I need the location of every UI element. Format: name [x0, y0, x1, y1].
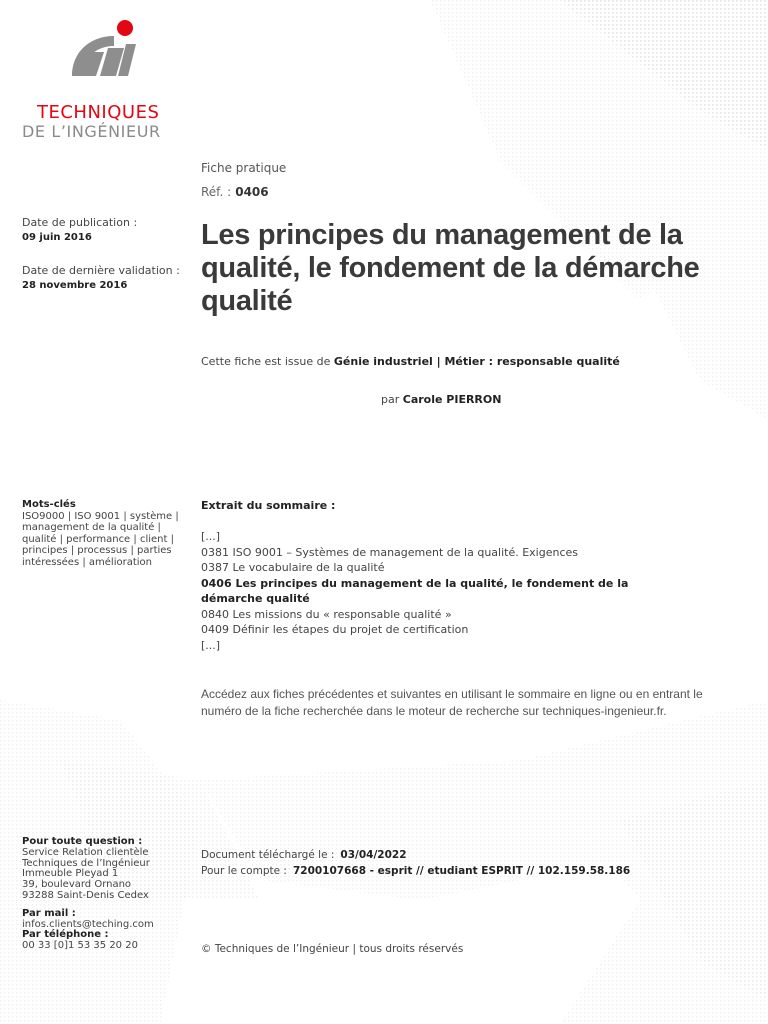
summary-item[interactable]: 0840 Les missions du « responsable qualité »: [201, 607, 452, 621]
contact-mail-link[interactable]: infos.clients@teching.com: [22, 918, 154, 930]
source-line: [201, 355, 620, 368]
copyright: © Techniques de l’Ingénieur | tous droits réservés: [201, 943, 464, 955]
summary-list: [201, 529, 671, 653]
contact-question-title: Pour toute question :: [22, 836, 143, 847]
contact-address-line: 93288 Saint-Denis Cedex: [22, 889, 149, 901]
author-prefix: par: [381, 393, 400, 406]
download-account-row: [201, 863, 630, 879]
contact-mail-title: Par mail :: [22, 907, 76, 919]
contact-address-line: Techniques de l’Ingénieur: [22, 857, 150, 869]
contact-phone-title: Par téléphone :: [22, 929, 109, 941]
document-title: Les principes du management de la qualité, le fondement de la démarche qualité: [201, 219, 700, 317]
summary-item[interactable]: 0381 ISO 9001 – Systèmes de management de la qualité. Exigences: [201, 545, 579, 559]
summary-item-current[interactable]: 0406 Les principes du management de la qualité, le fondement de la démarche qualité: [201, 576, 629, 605]
contact-address-line: Service Relation clientèle: [22, 846, 149, 858]
summary-item[interactable]: 0409 Définir les étapes du projet de certification: [201, 623, 469, 636]
contact-block: [22, 837, 197, 952]
download-account-label: Pour le compte :: [201, 865, 287, 877]
source-prefix: Cette fiche est issue de: [201, 355, 331, 368]
summary-item[interactable]: 0387 Le vocabulaire de la qualité: [201, 561, 385, 574]
ti-logo-icon: [66, 18, 146, 98]
keywords-text: ISO9000 | ISO 9001 | système | management de la qualité | qualité | performance | client | principes | processus | parties intéressées | amélioration: [22, 510, 179, 568]
contact-phone-value: 00 33 [0]1 53 35 20 20: [22, 940, 138, 952]
publication-date-value: 09 juin 2016: [22, 232, 92, 243]
reference-label: Réf. :: [201, 185, 232, 199]
validation-date-value: 28 novembre 2016: [22, 280, 128, 291]
download-account-value: 7200107668 - esprit // etudiant ESPRIT // 102.159.58.186: [292, 865, 631, 877]
reference: [201, 185, 269, 199]
publication-date-label: Date de publication :: [22, 216, 138, 229]
download-date-row: [201, 847, 630, 863]
source-value: Génie industriel | Métier : responsable qualité: [333, 355, 620, 368]
document-type: Fiche pratique: [201, 161, 287, 175]
author-name: Carole PIERRON: [402, 393, 502, 406]
validation-date-label: Date de dernière validation :: [22, 264, 180, 277]
keywords-title: Mots-clés: [22, 499, 76, 510]
brand-name-line2: DE L’INGÉNIEUR: [22, 122, 161, 141]
validation-date: [22, 264, 180, 291]
summary-ellipsis-end: [...]: [201, 638, 221, 652]
author-line: [381, 393, 501, 406]
contact-address-line: Immeuble Pleyad 1: [22, 868, 119, 880]
download-info: [201, 847, 630, 879]
reference-value: 0406: [235, 185, 269, 199]
summary-ellipsis-start: [...]: [201, 530, 221, 543]
summary-title: Extrait du sommaire :: [201, 499, 336, 512]
keywords-block: [22, 499, 182, 568]
contact-address-line: 39, boulevard Ornano: [22, 879, 132, 891]
download-date-label: Document téléchargé le :: [201, 849, 335, 861]
access-info: Accédez aux fiches précédentes et suivantes en utilisant le sommaire en ligne ou en entrant le numéro de la fiche recherchée dans le moteur de recherche sur techniques-ingenieur.fr.: [201, 687, 703, 718]
brand-name-line1: TECHNIQUES: [37, 102, 160, 123]
publication-date: [22, 216, 137, 243]
download-date-value: 03/04/2022: [340, 849, 407, 861]
